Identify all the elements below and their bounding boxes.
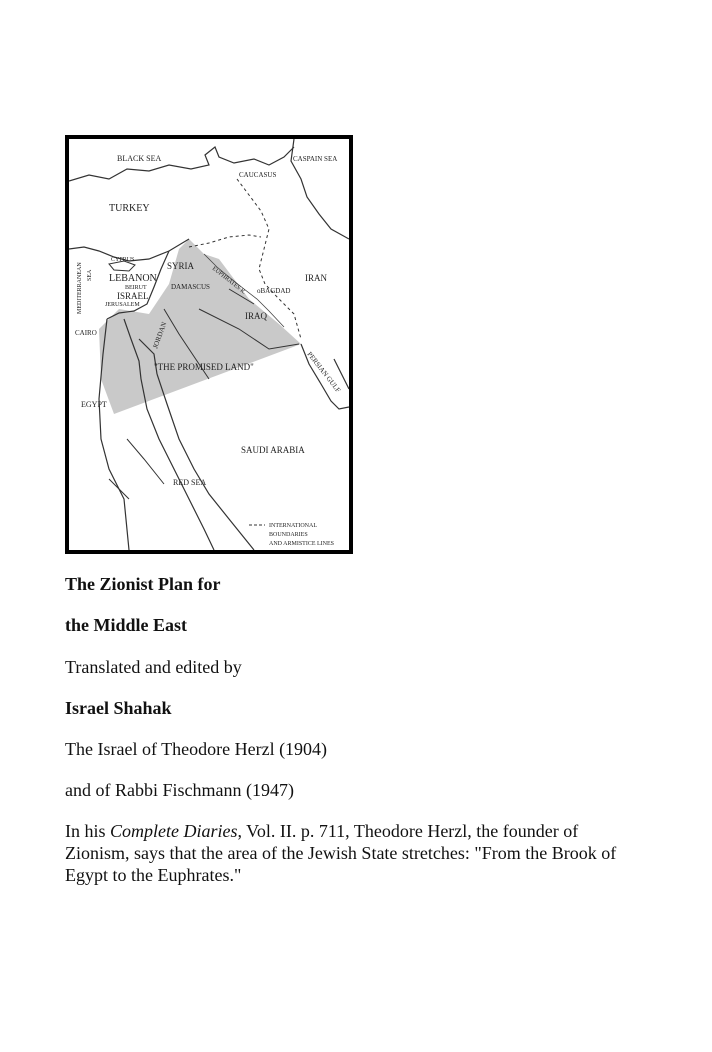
label-beirut: BEIRUT [125, 285, 147, 291]
body-italic-title: Complete Diaries [110, 821, 238, 841]
label-saudi-arabia: SAUDI ARABIA [241, 445, 305, 455]
label-jerusalem: JERUSALEM [105, 302, 140, 308]
label-damascus: DAMASCUS [171, 283, 210, 291]
red-sea-west-coast [141, 379, 214, 550]
label-promised-land: "THE PROMISED LAND" [154, 362, 254, 372]
legend-text-1: INTERNATIONAL [269, 523, 317, 529]
promised-land-region [99, 239, 301, 414]
middle-east-map [69, 139, 349, 550]
author-name: Israel Shahak [65, 698, 172, 718]
label-black-sea: BLACK SEA [117, 154, 162, 163]
label-syria: SYRIA [167, 261, 195, 271]
title-line-1: The Zionist Plan for [65, 574, 221, 594]
label-persian-gulf: PERSIAN GULF [305, 350, 343, 395]
label-iran: IRAN [305, 273, 327, 283]
label-cyprus: CYPRUS [111, 257, 135, 263]
label-euphrates: EUPHRATES R. [210, 265, 247, 296]
translated-by: Translated and edited by [65, 657, 242, 677]
label-mediterranean: MEDITERRANEAN [77, 262, 83, 314]
body-paragraph [65, 820, 645, 886]
label-mediterranean-sea: SEA [87, 269, 93, 281]
legend-text-3: AND ARMISTICE LINES [269, 541, 335, 547]
label-red-sea: RED SEA [173, 478, 207, 487]
subtitle-herzl: The Israel of Theodore Herzl (1904) [65, 739, 328, 759]
label-bagdad: oBAGDAD [257, 287, 291, 295]
body-prefix: In his [65, 821, 110, 841]
label-caucasus: CAUCASUS [239, 171, 277, 179]
turkey-syria-boundary [189, 235, 261, 247]
body-rest: , Vol. II. p. 711, Theodore Herzl, the founder of Zionism, says that the area of the Jewish State stretches: "From the Brook of Egypt to the Euphrates." [65, 821, 617, 885]
label-turkey: TURKEY [109, 203, 150, 214]
label-jordan: JORDAN [151, 320, 169, 350]
legend-text-2: BOUNDARIES [269, 532, 308, 538]
label-israel: ISRAEL [117, 291, 149, 301]
title-line-2: the Middle East [65, 615, 188, 635]
label-lebanon: LEBANON [109, 273, 157, 284]
caspian-coast [291, 139, 349, 239]
red-sea-east-coast [157, 374, 254, 550]
map-figure [65, 135, 353, 554]
label-egypt: EGYPT [81, 400, 107, 409]
label-cairo: CAIRO [75, 329, 97, 337]
subtitle-fischmann: and of Rabbi Fischmann (1947) [65, 780, 294, 800]
label-iraq: IRAQ [245, 311, 267, 321]
label-caspian-sea: CASPAIN SEA [293, 155, 338, 163]
